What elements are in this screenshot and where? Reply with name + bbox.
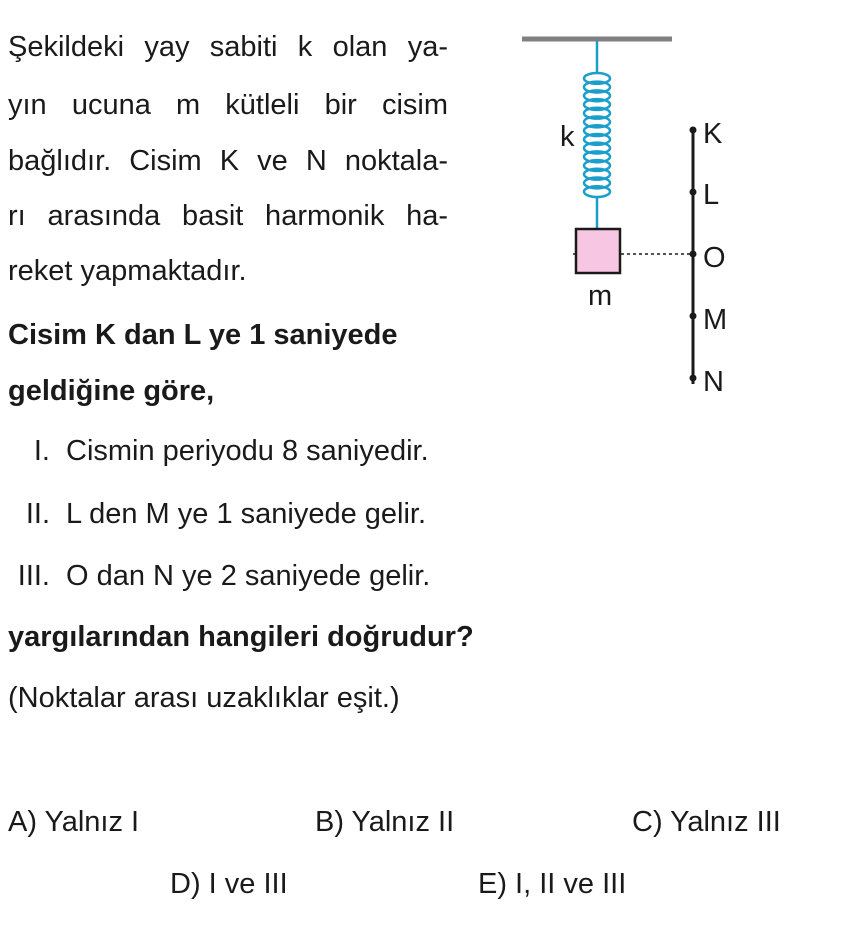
intro-line-5: reket yapmaktadır.	[8, 255, 247, 287]
condition-line-2: geldiğine göre,	[8, 375, 215, 407]
option-e[interactable]: E) I, II ve III	[478, 868, 627, 900]
question-note: (Noktalar arası uzaklıklar eşit.)	[8, 682, 400, 714]
mass-label: m	[588, 280, 613, 312]
intro-line-3: bağlıdır. Cisim K ve N noktala-	[8, 145, 448, 177]
option-d[interactable]: D) I ve III	[170, 868, 288, 900]
intro-line-4: rı arasında basit harmonik ha-	[8, 200, 448, 232]
option-a[interactable]: A) Yalnız I	[8, 806, 140, 838]
spring-mass-figure	[500, 20, 760, 400]
scale-point-n	[690, 366, 724, 398]
intro-line-1: Şekildeki yay sabiti k olan ya-	[8, 31, 448, 63]
point-label-l: L	[703, 179, 720, 211]
scale-point-o	[690, 242, 726, 274]
mass-block	[576, 229, 620, 273]
spring-label: k	[560, 121, 575, 153]
question-prompt: yargılarından hangileri doğrudur?	[8, 621, 474, 653]
statement-numeral-1: I.	[33, 435, 50, 467]
point-label-o: O	[703, 242, 726, 274]
statement-3: O dan N ye 2 saniyede gelir.	[66, 560, 431, 592]
statement-1: Cismin periyodu 8 saniyedir.	[66, 435, 429, 467]
option-c[interactable]: C) Yalnız III	[632, 806, 781, 838]
statement-numeral-3: III.	[17, 560, 50, 592]
statement-2: L den M ye 1 saniyede gelir.	[66, 498, 427, 530]
point-label-k: K	[703, 118, 723, 150]
point-label-m: M	[703, 304, 728, 336]
scale-point-k	[690, 118, 724, 150]
condition-line-1: Cisim K dan L ye 1 saniyede	[8, 319, 398, 351]
scale-point-m	[690, 304, 728, 336]
option-b[interactable]: B) Yalnız II	[315, 806, 455, 838]
spring-coil	[584, 73, 610, 197]
intro-line-2: yın ucuna m kütleli bir cisim	[8, 89, 448, 121]
statement-numeral-2: II.	[25, 498, 50, 530]
point-label-n: N	[703, 366, 724, 398]
